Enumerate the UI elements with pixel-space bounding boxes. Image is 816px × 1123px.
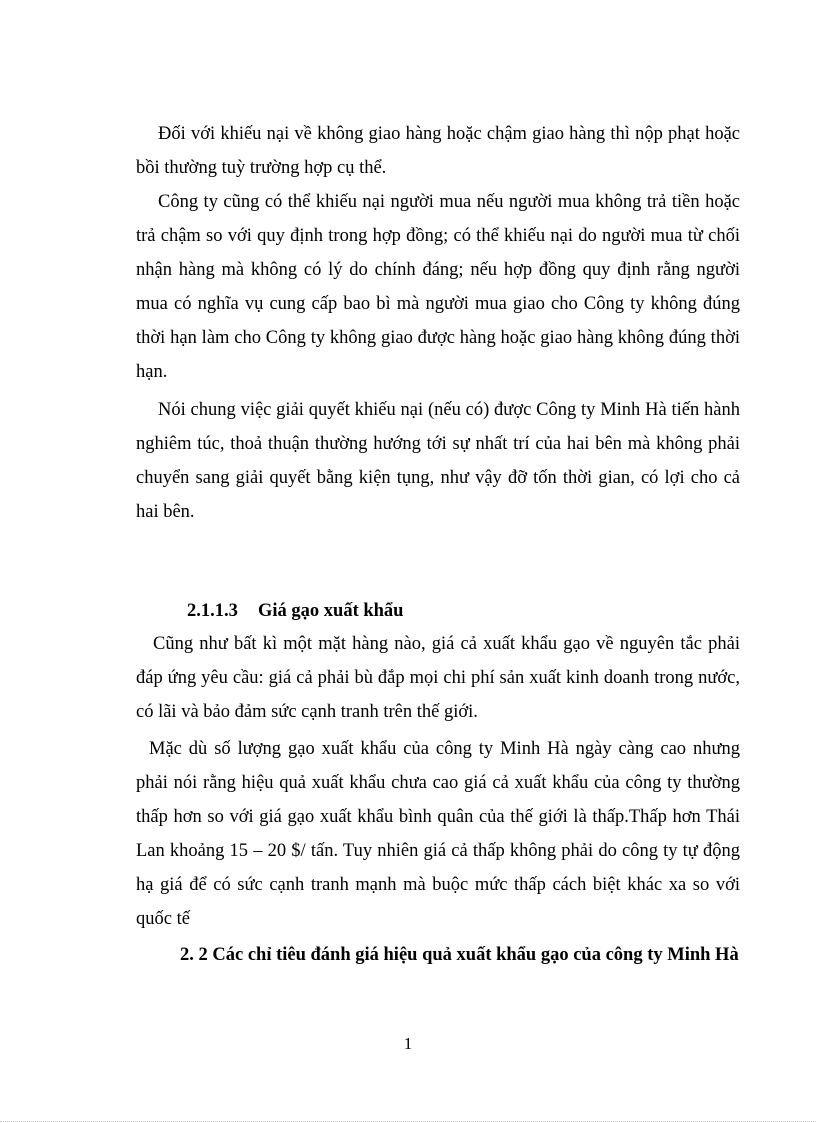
paragraph-price-principle: Cũng như bất kì một mặt hàng nào, giá cả xuất khẩu gạo về nguyên tắc phải đáp ứng yêu cầu: giá cả phải bù đắp mọi chi phí sản xuất kinh doanh trong nước, có lãi và bảo đảm sức cạnh tranh trên thế giới.	[136, 634, 740, 722]
paragraph-complaint-buyer: Công ty cũng có thể khiếu nại người mua nếu người mua không trả tiền hoặc trả chậm so với quy định trong hợp đồng; có thể khiếu nại do người mua từ chối nhận hàng mà không có lý do chính đáng; nếu hợp đồng quy định rằng người mua có nghĩa vụ cung cấp bao bì mà người mua giao cho Công ty không đúng thời hạn làm cho Công ty không giao được hàng hoặc giao hàng không đúng thời hạn.	[136, 192, 740, 382]
section-number: 2.1.1.3	[187, 601, 238, 621]
paragraph-complaint-resolution: Nói chung việc giải quyết khiếu nại (nếu có) được Công ty Minh Hà tiến hành nghiêm túc, thoả thuận thường hướng tới sự nhất trí của hai bên mà không phải chuyển sang giải quyết bằng kiện tụng, như vậy đỡ tốn thời gian, có lợi cho cả hai bên.	[136, 400, 740, 522]
page-bottom-divider	[0, 1121, 816, 1122]
section-title: Giá gạo xuất khẩu	[258, 601, 404, 621]
paragraph-complaint-delivery: Đối với khiếu nại về không giao hàng hoặc chậm giao hàng thì nộp phạt hoặc bồi thường tuỳ trường hợp cụ thể.	[136, 124, 740, 178]
section-heading-2113	[187, 596, 403, 626]
section-heading-22: 2. 2 Các chỉ tiêu đánh giá hiệu quả xuất khẩu gạo của công ty Minh Hà	[180, 945, 739, 965]
page-number: 1	[403, 1034, 413, 1053]
paragraph-price-comparison: Mặc dù số lượng gạo xuất khẩu của công ty Minh Hà ngày càng cao nhưng phải nói rằng hiệu quả xuất khẩu chưa cao giá cả xuất khẩu của công ty thường thấp hơn so với giá gạo xuất khẩu bình quân của thế giới là thấp.Thấp hơn Thái Lan khoảng 15 – 20 $/ tấn. Tuy nhiên giá cả thấp không phải do công ty tự động hạ giá để có sức cạnh tranh mạnh mà buộc mức thấp cách biệt khác xa so với quốc tế	[136, 739, 740, 929]
